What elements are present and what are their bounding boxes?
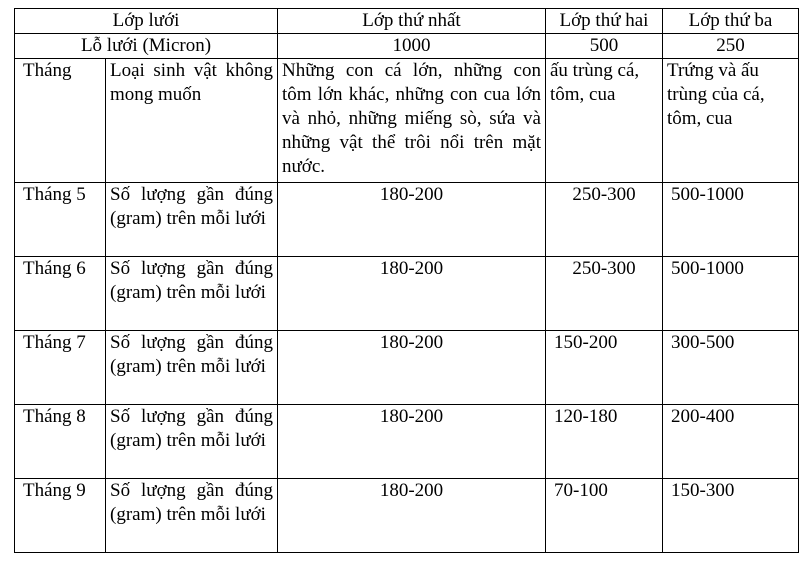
month-cell: Tháng 6 — [15, 257, 106, 331]
month-cell: Tháng 9 — [15, 479, 106, 553]
layer-3-value: 300-500 — [663, 331, 799, 405]
layer-3-header: Lớp thứ ba — [663, 9, 799, 34]
organisms-layer-1: Những con cá lớn, những con tôm lớn khác, những con cua lớn và nhỏ, những miếng sò, sứa và những vật thể trôi nổi trên mặt nước. — [278, 59, 546, 183]
mesh-layer-header: Lớp lưới — [15, 9, 278, 34]
layer-1-value: 180-200 — [278, 479, 546, 553]
layer-1-header: Lớp thứ nhất — [278, 9, 546, 34]
table-row — [15, 331, 799, 405]
quantity-desc-cell: Số lượng gần đúng (gram) trên mỗi lưới — [106, 479, 278, 553]
layer-3-value: 200-400 — [663, 405, 799, 479]
layer-3-value: 150-300 — [663, 479, 799, 553]
layer-2-value: 120-180 — [546, 405, 663, 479]
table-row — [15, 183, 799, 257]
layer-2-value: 150-200 — [546, 331, 663, 405]
header-row — [15, 9, 799, 34]
organisms-layer-2: ấu trùng cá, tôm, cua — [546, 59, 663, 183]
layer-1-value: 180-200 — [278, 183, 546, 257]
table-row — [15, 479, 799, 553]
layer-3-value: 500-1000 — [663, 183, 799, 257]
layer-2-value: 70-100 — [546, 479, 663, 553]
layer-1-value: 180-200 — [278, 405, 546, 479]
organisms-row — [15, 59, 799, 183]
layer-2-header: Lớp thứ hai — [546, 9, 663, 34]
layer-2-value: 250-300 — [546, 183, 663, 257]
month-cell: Tháng 7 — [15, 331, 106, 405]
mesh-size-layer-2: 500 — [546, 34, 663, 59]
layer-3-value: 500-1000 — [663, 257, 799, 331]
quantity-desc-cell: Số lượng gần đúng (gram) trên mỗi lưới — [106, 183, 278, 257]
month-header: Tháng — [15, 59, 106, 183]
table-row — [15, 405, 799, 479]
organism-type-header: Loại sinh vật không mong muốn — [106, 59, 278, 183]
quantity-desc-cell: Số lượng gần đúng (gram) trên mỗi lưới — [106, 257, 278, 331]
organisms-layer-3: Trứng và ấu trùng của cá, tôm, cua — [663, 59, 799, 183]
layer-2-value: 250-300 — [546, 257, 663, 331]
mesh-size-layer-1: 1000 — [278, 34, 546, 59]
quantity-desc-cell: Số lượng gần đúng (gram) trên mỗi lưới — [106, 405, 278, 479]
month-cell: Tháng 8 — [15, 405, 106, 479]
layer-1-value: 180-200 — [278, 257, 546, 331]
mesh-size-row — [15, 34, 799, 59]
table-row — [15, 257, 799, 331]
month-cell: Tháng 5 — [15, 183, 106, 257]
quantity-desc-cell: Số lượng gần đúng (gram) trên mỗi lưới — [106, 331, 278, 405]
mesh-layer-table — [14, 8, 799, 553]
layer-1-value: 180-200 — [278, 331, 546, 405]
mesh-size-label: Lỗ lưới (Micron) — [15, 34, 278, 59]
mesh-size-layer-3: 250 — [663, 34, 799, 59]
